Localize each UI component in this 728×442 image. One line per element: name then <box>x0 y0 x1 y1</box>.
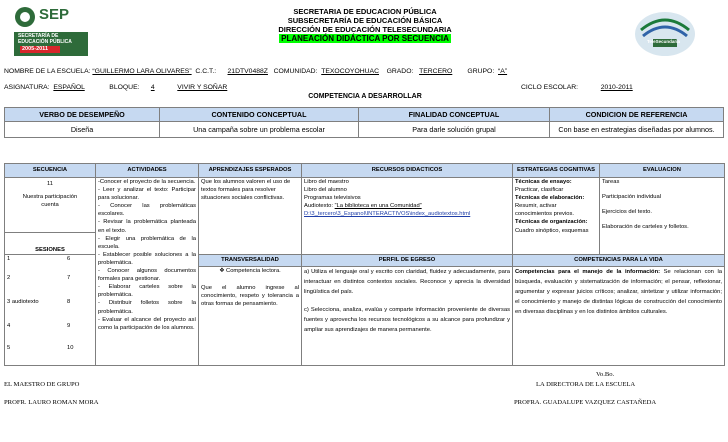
top-table <box>4 107 724 138</box>
grado-value: TERCERO <box>419 68 453 75</box>
header-line-2: SUBSECRETARÍA DE EDUCACIÓN BÁSICA <box>287 16 443 25</box>
secuencia-number: 11 <box>46 181 54 187</box>
condicion-value: Con base en estrategias diseñadas por alumnos. <box>550 122 724 138</box>
sesion-left: 3 audiotexto <box>7 299 39 305</box>
ciclo-value: 2010-2011 <box>600 84 633 91</box>
telesecundaria-emblem-icon <box>625 4 699 59</box>
actividad-item: - Establecer posible soluciones a la problemática. <box>98 251 196 266</box>
asignatura-value: ESPAÑOL <box>53 84 85 91</box>
actividad-item: - Revisar la problemática planteada en el texto. <box>98 219 196 234</box>
actividad-item: - Distribuir folletos sobre la problemática. <box>98 300 196 315</box>
audiotexto-title: “La biblioteca en una Comunidad” <box>334 203 422 210</box>
planeacion-title: PLANEACIÓN DIDÁCTICA POR SECUENCIA <box>281 34 449 43</box>
competencias-cell <box>513 267 725 366</box>
estrategias-cell <box>513 178 600 255</box>
sesion-right: 8 <box>67 299 71 305</box>
actividad-item: - Conocer las problemáticas escolares. <box>98 203 196 218</box>
organizacion-label: Técnicas de organización: <box>515 219 588 226</box>
evaluacion-item: Ejercicios del texto. <box>602 209 652 216</box>
recurso-item: Programas televisivos <box>304 195 361 202</box>
sesion-left: 1 <box>7 256 11 262</box>
recurso-item: Libro del maestro <box>304 179 349 185</box>
directora-name: PROFRA. GUADALUPE VAZQUEZ CASTAÑEDA <box>514 399 657 406</box>
recursos-cell <box>302 178 513 255</box>
evaluacion-cell <box>600 178 725 255</box>
sep-logo <box>14 3 88 59</box>
header-line-1: SECRETARIA DE EDUCACION PÚBLICA <box>293 7 437 16</box>
directora-title: LA DIRECTORA DE LA ESCUELA <box>536 381 636 388</box>
actividad-item: - Elegir una problemática de la escuela. <box>98 235 196 250</box>
contenido-value: Una campaña sobre un problema escolar <box>160 122 359 138</box>
actividad-item: - Evaluar el alcance del proyecto así como la participación de los alumnos. <box>98 316 196 331</box>
sesiones-title: SESIONES <box>5 233 96 255</box>
actividad-item: - Conocer algunos documentos formales para gestionar. <box>98 268 196 283</box>
vobo-label: Vo.Bo. <box>596 371 615 378</box>
col-recursos: RECURSOS DIDACTICOS <box>302 164 513 178</box>
vivir-value: VIVIR Y SOÑAR <box>177 84 228 91</box>
evaluacion-item: Participación individual <box>602 194 661 201</box>
bloque-value: 4 <box>150 84 155 91</box>
col-aprendizajes: APRENDIZAJES ESPERADOS <box>199 164 302 178</box>
sesion-left: 2 <box>7 275 11 281</box>
verbo-value: Diseña <box>5 122 160 138</box>
header-line-3: DIRECCIÓN DE EDUCACIÓN TELESECUNDARIA <box>278 25 452 34</box>
elaboracion-label: Técnicas de elaboración: <box>515 195 585 202</box>
secuencia-participacion: Nuestra participación <box>22 194 78 201</box>
sesion-right: 10 <box>67 345 74 351</box>
competencia-lectora: Competencia lectora. <box>226 268 281 274</box>
sep-subtitle-1: SECRETARÍA DE <box>18 33 59 39</box>
col-evaluacion: EVALUACION <box>600 164 725 178</box>
elaboracion-line: Resumir, activar <box>515 203 557 210</box>
bloque-label: BLOQUE: <box>109 84 140 91</box>
comunidad-label: COMUNIDAD: <box>273 68 318 75</box>
sep-text: SEP <box>39 6 70 23</box>
organizacion-line: Cuadro sinóptico, esquemas <box>515 227 589 234</box>
perfil-item: a) Utiliza el lenguaje oral y escrito con claridad, fluidez y adecuadamente, para interactuar en distintos contextos sociales. Reconoce y aprecia la diversidad lingüística del país. <box>304 269 510 295</box>
maestro-name: PROFR. LAURO ROMAN MORA <box>4 399 99 406</box>
year-badge: 2005-2011 <box>22 46 48 52</box>
evaluacion-item: Elaboración de carteles y folletos. <box>602 224 689 231</box>
col-contenido: CONTENIDO CONCEPTUAL <box>160 108 359 122</box>
escuela-label: NOMBRE DE LA ESCUELA: <box>4 68 91 75</box>
diamond-bullet-icon: ❖ <box>219 268 225 274</box>
sesion-right: 9 <box>67 323 71 329</box>
actividad-item: - Elaborar carteles sobre la problemática. <box>98 284 196 299</box>
aprendizajes-cell: Que los alumnos valoren el uso de textos formales para resolver situaciones sociales conflictivas. <box>199 178 302 255</box>
elaboracion-line: conocimientos previos. <box>515 211 574 218</box>
sesion-right: 6 <box>67 256 71 262</box>
sesion-left: 5 <box>7 345 11 351</box>
escuela-value: “GUILLERMO LARA OLIVARES” <box>92 68 192 75</box>
grupo-label: GRUPO: <box>467 68 495 75</box>
sesiones-list <box>5 255 96 366</box>
ensayo-label: Técnicas de ensayo: <box>515 179 572 185</box>
ciclo-label: CICLO ESCOLAR: <box>521 84 579 91</box>
competencias-bold: Competencias para el manejo de la información: <box>515 269 661 275</box>
main-table <box>4 163 725 366</box>
col-estrategias: ESTRATEGIAS COGNITIVAS <box>513 164 600 178</box>
actividades-cell <box>96 178 199 366</box>
competencias-header: COMPETENCIAS PARA LA VIDA <box>513 255 725 267</box>
perfil-header: PERFIL DE EGRESO <box>302 255 513 267</box>
grado-label: GRADO: <box>386 68 414 75</box>
sesion-right: 7 <box>67 275 71 281</box>
sep-subtitle-2: EDUCACIÓN PÚBLICA <box>18 39 72 45</box>
audiotexto-label: Audiotexto: <box>304 203 335 210</box>
col-actividades: ACTIVIDADES <box>96 164 199 178</box>
col-condicion: CONDICION DE REFERENCIA <box>550 108 724 122</box>
transversalidad-cell <box>199 267 302 366</box>
finalidad-value: Para darle solución grupal <box>359 122 550 138</box>
cct-label: C.C.T.: <box>195 68 217 75</box>
evaluacion-item: Tareas <box>602 179 620 185</box>
col-finalidad: FINALIDAD CONCEPTUAL <box>359 108 550 122</box>
recurso-item: Libro del alumno <box>304 187 347 194</box>
actividad-item: - Leer y analizar el texto: Participar para solucionar. <box>98 187 196 202</box>
competencia-title: COMPETENCIA A DESARROLLAR <box>308 93 422 100</box>
cct-value: 21DTV0488Z <box>227 68 268 75</box>
grupo-value: “A” <box>498 68 508 75</box>
transversalidad-text: Que el alumno ingrese al conocimiento, respeto y tolerancia a otras formas de pensamiento. <box>201 285 299 308</box>
transversalidad-header: TRANSVERSALIDAD <box>199 255 302 267</box>
asignatura-label: ASIGNATURA: <box>4 84 50 91</box>
telesecundaria-logo <box>625 4 699 59</box>
info-row-2 <box>4 84 227 91</box>
ensayo-line: Practicar, clasificar <box>515 187 564 194</box>
telesecundaria-text: TeleSecundaria <box>647 39 680 44</box>
perfil-item: c) Selecciona, analiza, evalúa y comparte información proveniente de diversas fuentes y aprovecha los recursos tecnológicos a su alcance para profundizar y ampliar sus aprendizajes de manera permanente. <box>304 307 510 333</box>
col-secuencia: SECUENCIA <box>5 164 96 178</box>
info-row-1 <box>4 68 507 75</box>
sesion-left: 4 <box>7 323 11 329</box>
secuencia-cell <box>5 178 96 233</box>
competencias-text: Se relacionan con la búsqueda, evaluación y sistematización de información; el pensar, reflexionar, argumentar y expresar juicios críticos; analizar, sintetizar y utilizar información; el conocimiento y manejo de distintas lógicas de construcción del conocimiento en diversas disciplinas y en los distintos ámbitos culturales. <box>515 269 722 315</box>
maestro-title: EL MAESTRO DE GRUPO <box>4 381 80 388</box>
col-verbo: VERBO DE DESEMPEÑO <box>5 108 160 122</box>
perfil-cell <box>302 267 513 366</box>
secuencia-cuenta: cuenta <box>41 202 59 209</box>
ciclo-row <box>521 84 633 91</box>
audiotexto-link[interactable]: D:\3_tercero\3_Espanol\INTERACTIVOS\index_audiotextos.html <box>304 211 471 218</box>
actividad-item: -Conocer el proyecto de la secuencia. <box>98 179 196 185</box>
comunidad-value: TEXOCOYOHUAC <box>321 68 379 75</box>
